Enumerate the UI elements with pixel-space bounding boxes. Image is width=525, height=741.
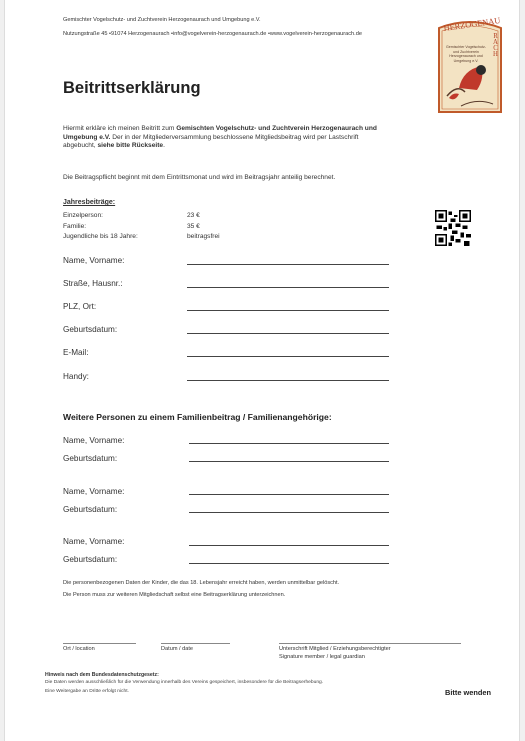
- logo-caption: Gemischter Vogelschutz- und Zuchtverein Herzogenaurach und Umgebung e.V.: [446, 45, 486, 63]
- bullet-icon: •: [171, 31, 173, 37]
- family-name-label: Name, Vorname:: [63, 487, 125, 496]
- intro-text: Der in der Mitgliederversammlung beschlossene Mitgliedsbeitrag wird per Lastschrift: [110, 133, 359, 141]
- field-line-mobile[interactable]: [187, 380, 389, 381]
- field-line-street[interactable]: [187, 287, 389, 288]
- family-name-line[interactable]: [189, 494, 389, 495]
- email: info@vogelverein-herzogenaurach.de: [173, 31, 268, 37]
- family-name-label: Name, Vorname:: [63, 436, 125, 445]
- website: www.vogelverein-herzogenaurach.de: [269, 31, 362, 37]
- logo-side-text: RACH: [492, 33, 499, 57]
- family-birth-line[interactable]: [189, 512, 389, 513]
- contact-line: [63, 31, 362, 37]
- bullet-icon: •: [109, 31, 111, 37]
- field-label-street: Straße, Hausnr.:: [63, 279, 123, 288]
- family-name-line[interactable]: [189, 545, 389, 546]
- field-label-email: E-Mail:: [63, 348, 89, 357]
- signature-place-label: Ort / location: [63, 646, 95, 652]
- family-birth-label: Geburtsdatum:: [63, 555, 118, 564]
- family-birth-label: Geburtsdatum:: [63, 505, 118, 514]
- field-label-birthdate: Geburtsdatum:: [63, 325, 118, 334]
- field-line-name[interactable]: [187, 264, 389, 265]
- intro-line-1: [63, 125, 377, 132]
- family-name-label: Name, Vorname:: [63, 537, 125, 546]
- fee-label: Familie:: [63, 223, 87, 230]
- intro-line-2: [63, 134, 359, 141]
- fee-value: beitragsfrei: [187, 233, 220, 240]
- privacy-line-1: Die Daten werden ausschließlich für die Verwendung innerhalb des Vereins gespeichert, insbesondere für die Beitragserhebung.: [45, 680, 324, 685]
- intro-club-name-end: Umgebung e.V.: [63, 133, 111, 141]
- family-birth-label: Geburtsdatum:: [63, 454, 118, 463]
- family-name-line[interactable]: [189, 443, 389, 444]
- org-line: Gemischter Vogelschutz- und Zuchtverein Herzogenaurach und Umgebung e.V.: [63, 17, 261, 23]
- fee-label: Jugendliche bis 18 Jahre:: [63, 233, 138, 240]
- field-line-postal-city[interactable]: [187, 310, 389, 311]
- fee-label: Einzelperson:: [63, 212, 103, 219]
- privacy-heading: Hinweis nach dem Bundesdatenschutzgesetz:: [45, 672, 159, 678]
- intro-club-name: Gemischten Vogelschutz- und Zuchtverein Herzogenaurach und: [176, 125, 377, 132]
- logo-top-text: HERZOGENAU: [443, 16, 501, 33]
- signature-line-date[interactable]: [161, 643, 230, 644]
- privacy-line-2: Eine Weitergabe an Dritte erfolgt nicht.: [45, 689, 129, 694]
- field-label-postal-city: PLZ, Ort:: [63, 302, 97, 311]
- signature-line-signature[interactable]: [279, 643, 461, 644]
- field-label-name: Name, Vorname:: [63, 256, 125, 265]
- signature-member-label-en: Signature member / legal guardian: [279, 654, 365, 660]
- qr-code: [435, 210, 471, 246]
- note-own-declaration: Die Person muss zur weiteren Mitgliedschaft selbst eine Beitragserklärung unterzeichnen.: [63, 592, 286, 598]
- fees-heading: Jahresbeiträge:: [63, 199, 116, 206]
- page-title: Beitrittserklärung: [63, 79, 201, 97]
- fee-value: 23 €: [187, 212, 200, 219]
- note-deletion: Die personenbezogenen Daten der Kinder, die das 18. Lebensjahr erreicht haben, werden unmittelbar gelöscht.: [63, 580, 340, 586]
- family-heading: Weitere Personen zu einem Familienbeitrag / Familienangehörige:: [63, 412, 332, 422]
- intro-see-back: siehe bitte Rückseite: [97, 142, 164, 149]
- address: Nutzungstraße 45: [63, 31, 110, 37]
- document-page: [4, 0, 520, 741]
- signature-date-label: Datum / date: [161, 646, 194, 652]
- intro-text: Hiermit erkläre ich meinen Beitritt zum: [63, 125, 177, 132]
- family-birth-line[interactable]: [189, 563, 389, 564]
- field-line-birthdate[interactable]: [187, 333, 389, 334]
- bullet-icon: •: [267, 31, 270, 37]
- family-birth-line[interactable]: [189, 461, 389, 462]
- intro-text: abgebucht,: [63, 142, 98, 149]
- address-city: 91074 Herzogenaurach: [111, 31, 172, 37]
- fee-value: 35 €: [187, 223, 200, 230]
- signature-member-label: Unterschrift Mitglied / Erziehungsberechtigter: [279, 646, 391, 652]
- field-label-mobile: Handy:: [63, 372, 89, 381]
- field-line-email[interactable]: [187, 356, 389, 357]
- turn-over-note: Bitte wenden: [445, 688, 491, 697]
- intro-obligation: Die Beitragspflicht beginnt mit dem Eintrittsmonat und wird im Beitragsjahr anteilig berechnet.: [63, 174, 336, 181]
- signature-line-place[interactable]: [63, 643, 136, 644]
- intro-text: .: [163, 142, 165, 149]
- intro-line-3: [63, 142, 165, 149]
